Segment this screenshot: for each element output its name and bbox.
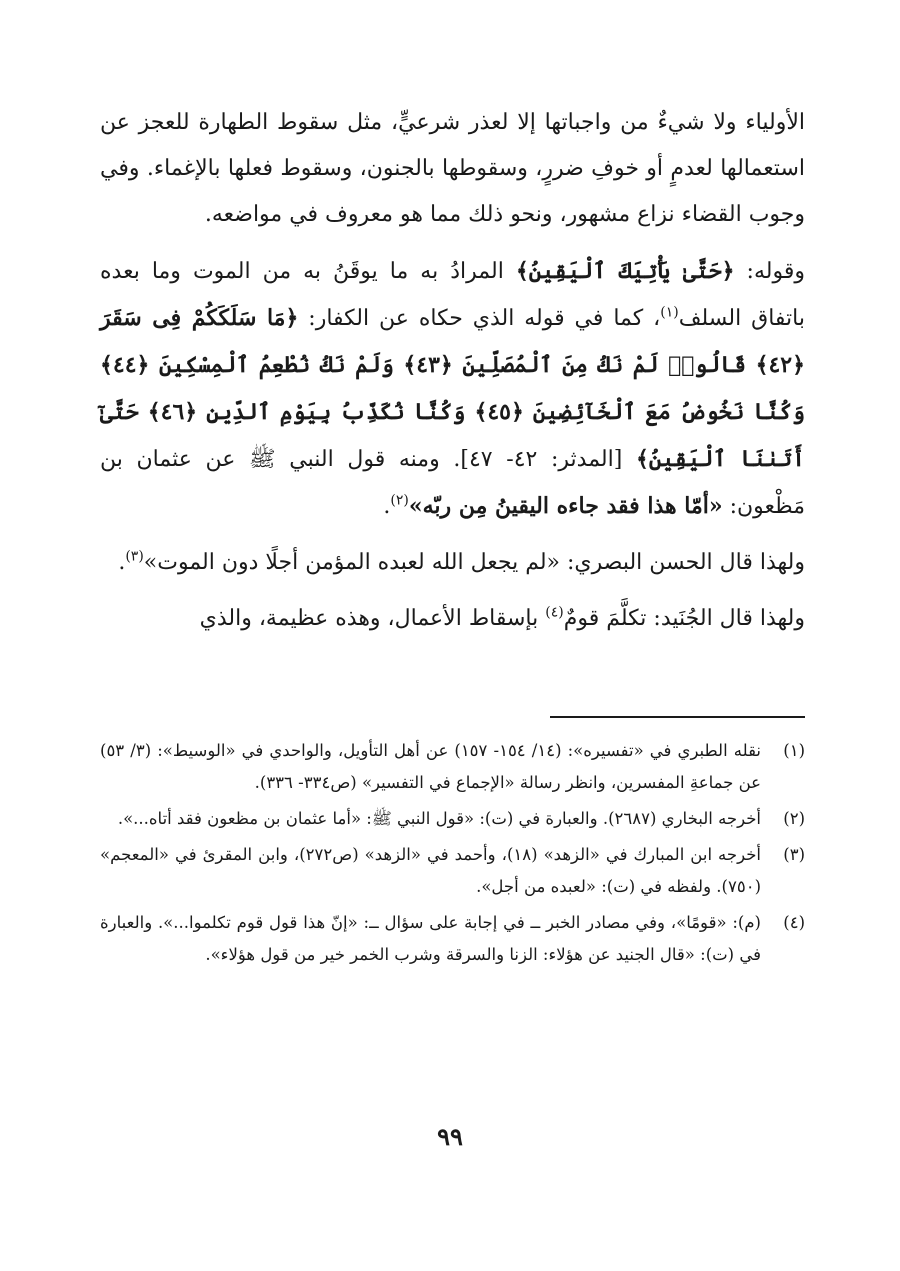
footnote-number: (٣) xyxy=(783,845,805,864)
footnote-ref-1[interactable]: (١) xyxy=(660,304,679,321)
footnote-text: أخرجه البخاري (٢٦٨٧). والعبارة في (ت): «قول النبي ﷺ: «أما عثمان بن مظعون فقد أتاه...». xyxy=(117,809,761,828)
page-number: ٩٩ xyxy=(437,1122,463,1151)
paragraph-2: وقوله: ﴿حَتَّىٰ يَأْتِيَكَ ٱلْيَقِينُ﴾ المرادُ به ما يوقَنُ به من الموت وما بعده باتفاق السلف$^{(١)}$، كما في قوله الذي حكاه عن الكفار: ﴿مَا سَلَكَكُمْ فِى سَقَرَ ﴿٤٢﴾ قَالُوا۟ لَمْ نَكُ مِنَ ٱلْمُصَلِّينَ ﴿٤٣﴾ وَلَمْ نَكُ نُطْعِمُ ٱلْمِسْكِينَ ﴿٤٤﴾ وَكُنَّا نَخُوضُ مَعَ ٱلْخَآئِضِينَ ﴿٤٥﴾ وَكُنَّا نُكَذِّبُ بِيَوْمِ ٱلدِّينِ ﴿٤٦﴾ حَتَّىٰٓ أَتَىٰنَا ٱلْيَقِينُ﴾ [المدثر: ٤٢- ٤٧]. ومنه قول النبي ﷺ عن عثمان بن مَظْعون: «أمّا هذا فقد جاءه اليقينُ مِن ربّه»$^{(٢)}$. xyxy=(100,258,806,519)
footnote-number: (٤) xyxy=(783,913,805,932)
footnote-number: (٢) xyxy=(783,809,805,828)
footnote-separator xyxy=(550,716,805,718)
footnote-text: (م): «قومًا»، وفي مصادر الخبر ــ في إجابة على سؤال ــ: «إنّ هذا قول قوم تكلموا...». والعبارة في (ت): «قال الجنيد عن هؤلاء: الزنا والسرقة وشرب الخمر خير من قول هؤلاء». xyxy=(100,913,761,964)
footnote-text: نقله الطبري في «تفسيره»: (١٤/ ١٥٤- ١٥٧) عن أهل التأويل، والواحدي في «الوسيط»: (٣/ ٥٣) عن جماعةِ المفسرين، وانظر رسالة «الإجماع في التفسير» (ص٣٣٤- ٣٣٦). xyxy=(100,741,762,792)
paragraph-4: ولهذا قال الجُنَيد: تكلَّمَ قومٌ$^{(٤)}$ بإسقاط الأعمال، وهذه عظيمة، والذي xyxy=(199,604,805,631)
footnote-2 xyxy=(100,803,805,835)
footnote-4 xyxy=(100,907,805,971)
footnote-number: (١) xyxy=(783,741,805,760)
footnote-ref-3[interactable]: (٣) xyxy=(125,548,144,565)
footnote-ref-4[interactable]: (٤) xyxy=(545,604,564,621)
footnote-ref-2[interactable]: (٢) xyxy=(390,492,409,509)
footnotes xyxy=(100,735,805,975)
paragraph-3: ولهذا قال الحسن البصري: «لم يجعل الله لعبده المؤمن أجلًا دون الموت»$^{(٣)}$. xyxy=(118,548,805,575)
footnote-1 xyxy=(100,735,805,799)
quran-verse: ﴿مَا سَلَكَكُمْ فِى سَقَرَ ﴿٤٢﴾ قَالُوا۟ لَمْ نَكُ مِنَ ٱلْمُصَلِّينَ ﴿٤٣﴾ وَلَمْ نَكُ نُطْعِمُ ٱلْمِسْكِينَ ﴿٤٤﴾ وَكُنَّا نَخُوضُ مَعَ ٱلْخَآئِضِينَ ﴿٤٥﴾ وَكُنَّا نُكَذِّبُ بِيَوْمِ ٱلدِّينِ ﴿٤٦﴾ حَتَّىٰٓ أَتَىٰنَا ٱلْيَقِينُ﴾ xyxy=(100,305,806,472)
main-text xyxy=(100,100,805,652)
footnote-3 xyxy=(100,839,805,903)
paragraph-1: الأولياء ولا شيءٌ من واجباتها إلا لعذر شرعيٍّ، مثل سقوط الطهارة للعجز عن استعمالها لعدمٍ أو خوفِ ضررٍ، وسقوطها بالجنون، وسقوط فعلها بالإغماء. وفي وجوب القضاء نزاع مشهور، ونحو ذلك مما هو معروف في مواضعه. xyxy=(100,110,805,227)
hadith-quote: «أمّا هذا فقد جاءه اليقينُ مِن ربّه» xyxy=(408,493,723,519)
quran-verse: ﴿حَتَّىٰ يَأْتِيَكَ ٱلْيَقِينُ﴾ xyxy=(515,258,735,284)
footnote-text: أخرجه ابن المبارك في «الزهد» (١٨)، وأحمد في «الزهد» (ص٢٧٢)، وابن المقرئ في «المعجم» (٧٥٠). ولفظه في (ت): «لعبده من أجل». xyxy=(100,845,761,896)
